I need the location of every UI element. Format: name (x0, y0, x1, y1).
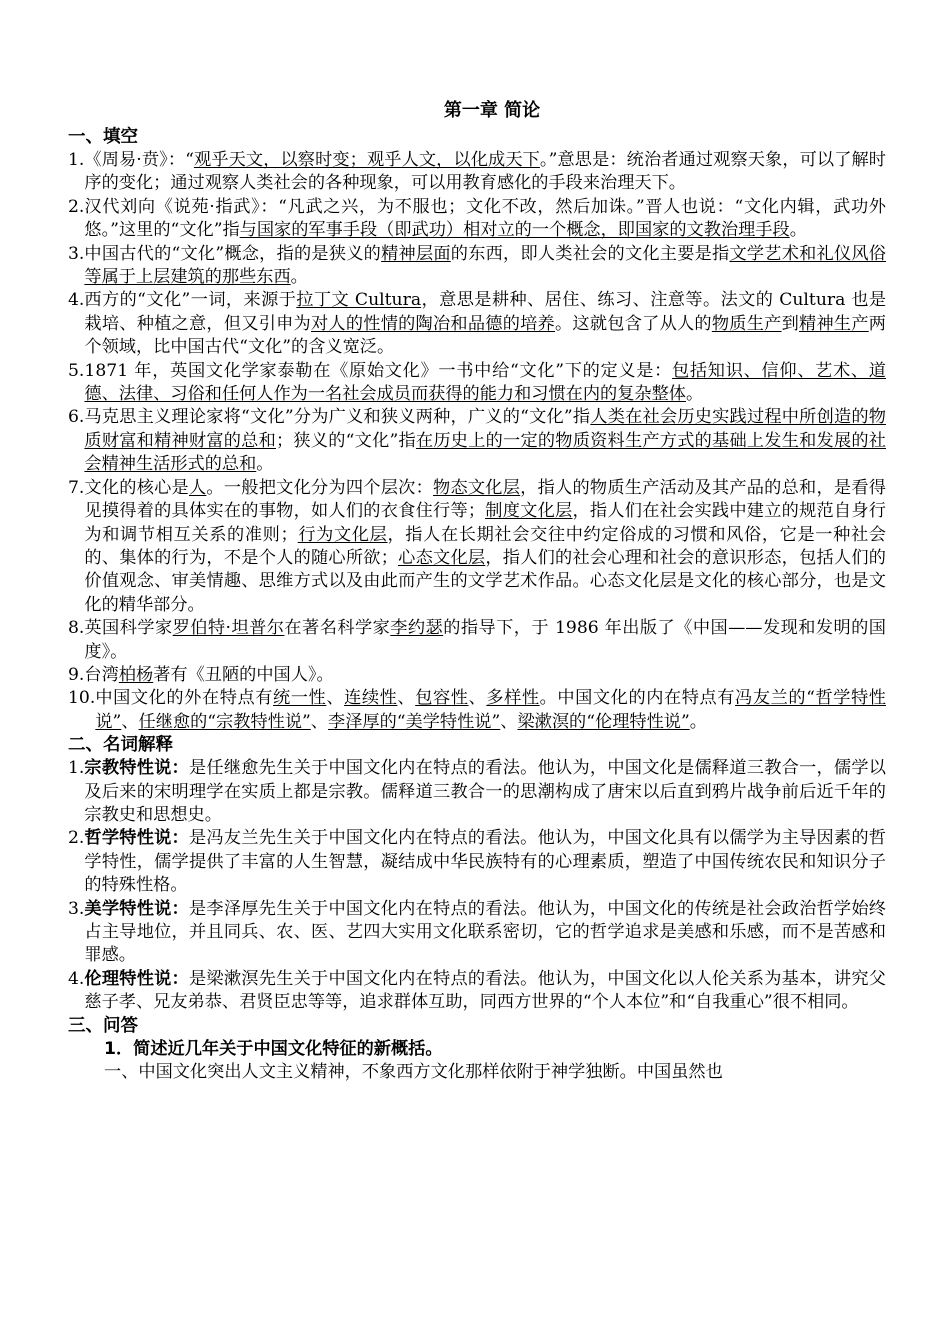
section-qa-heading: 三、问答 (68, 1015, 138, 1036)
fill-blank-item (68, 664, 886, 687)
fill-blank-item (68, 289, 886, 359)
item-text (84, 289, 886, 359)
item-text (84, 477, 886, 617)
text-segment: 西方的“文化”一词，来源于 (84, 290, 297, 311)
item-number: 7. (68, 477, 85, 498)
text-segment: 。中国文化的内在特点有 (539, 688, 736, 709)
page-title: 第一章 简论 (443, 100, 541, 121)
answer-blank: 柏杨 (118, 664, 154, 685)
item-text (84, 360, 886, 407)
answer-blank: 多样性 (486, 688, 540, 709)
item-number: 1. (68, 150, 85, 170)
item-number: 3. (68, 898, 85, 919)
term-name: 宗教特性说： (84, 758, 189, 779)
item-text (84, 617, 886, 664)
answer-blank: 冯友兰的“哲学特性说” (95, 688, 886, 732)
fill-blank-item (68, 149, 886, 196)
text-segment: 、 (397, 688, 416, 709)
fill-blank-item (68, 406, 886, 476)
answer-blank: 梁漱溟的“伦理特性说” (517, 711, 690, 732)
text-segment: ，指人的物质生产活动及其产品的总和，是看得见摸得着的具体实在的事物，如人们的衣食住行等； (84, 477, 886, 522)
item-text (84, 827, 886, 897)
text-segment: 。一般把文化分为四个层次： (206, 477, 434, 498)
text-segment: ，指人在长期社会交往中约定俗成的习惯和风俗，它是一种社会的、集体的行为，不是个人的随心所欲； (84, 524, 886, 568)
answer-blank: 精神层面 (381, 243, 451, 264)
answer-blank: 物质生产 (711, 313, 782, 334)
text-segment: 1871 年，英国文化学家泰勒在《原始文化》一书中给“文化”下的定义是： (84, 360, 673, 381)
term-name: 哲学特性说： (84, 828, 189, 849)
answer-blank: 精神生产 (799, 313, 869, 334)
text-segment: 、 (500, 711, 518, 732)
answer-blank: 李泽厚的“美学特性说” (328, 711, 501, 732)
question-1: 1．简述近几年关于中国文化特征的新概括。 (104, 1038, 443, 1059)
text-segment: 、 (326, 688, 345, 709)
fill-blank-item (68, 687, 886, 734)
text-segment: 的指导下，于 1986 年出版了《中国——发现和发明的国度》。 (84, 618, 886, 662)
item-number: 10. (68, 688, 96, 709)
answer-blank: 对人的性情的陶冶和品德的培养 (310, 313, 555, 334)
item-text (84, 757, 886, 827)
item-text (84, 968, 886, 1015)
term-item (68, 757, 886, 827)
answer-blank: 统一性 (273, 688, 327, 709)
section-fill-blank-heading: 一、填空 (68, 127, 138, 147)
answer-blank: 拉丁文 Cultura (296, 290, 422, 311)
item-number: 2. (68, 196, 85, 217)
answer-blank: 连续性 (344, 688, 398, 709)
answer-blank: 人 (188, 477, 207, 498)
item-text (95, 687, 886, 734)
text-segment: 。 (789, 220, 807, 241)
term-explanation-list (68, 757, 886, 1014)
fill-blank-item (68, 360, 886, 407)
answer-blank: 与国家的军事手段（即武功）相对立的一个概念，即国家的文教治理手段 (239, 220, 790, 241)
text-segment: 到 (781, 313, 800, 334)
item-number: 5. (68, 360, 85, 381)
answer-blank: 包括知识、信仰、艺术、道德、法律、习俗和任何人作为一名社会成员而获得的能力和习惯在内的复杂整体 (84, 360, 886, 405)
fill-blank-list (68, 149, 886, 734)
item-number: 4. (68, 968, 85, 989)
fill-blank-item (68, 477, 886, 617)
answer-blank: 李约瑟 (390, 618, 444, 639)
answer-blank: 包容性 (415, 688, 469, 709)
text-segment: ，指人们的社会心理和社会的意识形态，包括人们的价值观念、审美情趣、思维方式以及由此而产生的文学艺术作品。心态文化层是文化的核心部分，也是文化的精华部分。 (84, 547, 886, 615)
text-segment: 中国古代的“文化”概念，指的是狭义的 (84, 243, 382, 264)
text-segment: 英国科学家 (84, 618, 173, 639)
text-segment: 。 (685, 384, 704, 405)
item-number: 4. (68, 290, 85, 311)
text-segment: 。 (256, 454, 274, 475)
item-number: 3. (68, 243, 85, 264)
item-text (84, 149, 886, 196)
answer-blank: 物态文化层 (433, 477, 521, 498)
answer-blank: 心态文化层 (397, 547, 486, 568)
text-segment: 、 (121, 711, 139, 732)
item-text (84, 898, 886, 968)
answer-1-paragraph: 一、中国文化突出人文主义精神，不象西方文化那样依附于神学独断。中国虽然也 (104, 1062, 723, 1083)
text-segment: 在著名科学家 (284, 618, 391, 639)
term-definition: 是李泽厚先生关于中国文化内在特点的看法。他认为，中国文化的传统是社会政治哲学始终占主导地位，并且同兵、农、医、艺四大实用文化联系密切，它的哲学追求是美感和乐感，而不是苦感和罪感。 (84, 898, 886, 966)
item-text (84, 664, 886, 687)
term-name: 伦理特性说： (84, 968, 189, 989)
text-segment: 。这就包含了从人的 (555, 313, 712, 334)
text-segment: 。 (689, 711, 707, 732)
term-item (68, 827, 886, 897)
text-segment: 的东西，即人类社会的文化主要是指 (450, 243, 730, 264)
term-item (68, 898, 886, 968)
text-segment: 、 (468, 688, 487, 709)
item-text (84, 406, 886, 476)
answer-blank: 任继愈的“宗教特性说” (138, 711, 311, 732)
item-text (84, 243, 886, 290)
item-text (84, 196, 886, 243)
fill-blank-item (68, 617, 886, 664)
fill-blank-item (68, 243, 886, 290)
term-definition: 是冯友兰先生关于中国文化内在特点的看法。他认为，中国文化具有以儒学为主导因素的哲学特性，儒学提供了丰富的人生智慧，凝结成中华民族特有的心理素质，塑造了中国传统农民和知识分子的特殊性格。 (84, 828, 886, 896)
text-segment: 。”意思是：统治者通过观察天象，可以了解时序的变化；通过观察人类社会的各种现象，可以用教育感化的手段来治理天下。 (84, 150, 886, 194)
document-page (68, 98, 886, 1084)
item-number: 1. (68, 758, 85, 779)
text-segment: 马克思主义理论家将“文化”分为广义和狭义两种，广义的“文化”指 (84, 407, 591, 428)
text-segment: 。 (290, 267, 308, 288)
term-item (68, 968, 886, 1015)
text-segment: ，意思是耕种、居住、练习、注意等。法文的 Cultura 也是栽培、种植之意，但又引申为 (84, 290, 887, 334)
item-number: 8. (68, 618, 85, 639)
answer-blank: 文学艺术和礼仪风俗等属于上层建筑的那些东西 (84, 243, 886, 288)
text-segment: 两个领域，比中国古代“文化”的含义宽泛。 (84, 313, 886, 358)
answer-blank: 制度文化层 (485, 501, 573, 522)
text-segment: 文化的核心是 (84, 477, 189, 498)
text-segment: 《周易·贲》：“ (84, 150, 194, 170)
answer-blank: 罗伯特·坦普尔 (172, 618, 285, 639)
item-number: 2. (68, 828, 85, 849)
text-segment: 、 (310, 711, 328, 732)
text-segment: ，指人们在社会实践中建立的规范自身行为和调节相互关系的准则； (84, 501, 886, 545)
text-segment: 著有《丑陋的中国人》。 (153, 664, 334, 685)
text-segment: 台湾 (84, 664, 119, 685)
answer-blank: 行为文化层 (297, 524, 388, 545)
answer-blank: 观乎天文，以察时变；观乎人文，以化成天下 (193, 150, 540, 170)
item-number: 9. (68, 664, 85, 685)
term-definition: 是梁漱溟先生关于中国文化内在特点的看法。他认为，中国文化以人伦关系为基本，讲究父慈子孝、兄友弟恭、君贤臣忠等等，追求群体互助，同西方世界的“个人本位”和“自我重心”很不相同。 (84, 968, 886, 1013)
term-name: 美学特性说： (84, 898, 189, 919)
fill-blank-item (68, 196, 886, 243)
section-term-explanation-heading: 二、名词解释 (68, 735, 173, 756)
text-segment: ；狭义的“文化”指 (276, 430, 416, 451)
answer-blank: 人类在社会历史实践过程中所创造的物质财富和精神财富的总和 (84, 407, 886, 451)
item-number: 6. (68, 407, 85, 428)
text-segment: 汉代刘向《说苑·指武》：“凡武之兴，为不服也；文化不改，然后加诛。”晋人也说：“文化内辑，武功外悠。”这里的“文化”指 (84, 196, 886, 241)
text-segment: 中国文化的外在特点有 (95, 688, 274, 709)
answer-blank: 在历史上的一定的物质资料生产方式的基础上发生和发展的社会精神生活形式的总和 (84, 430, 886, 475)
term-definition: 是任继愈先生关于中国文化内在特点的看法。他认为，中国文化是儒释道三教合一，儒学以及后来的宋明理学在实质上都是宗教。儒释道三教合一的思潮构成了唐宋以后直到鸦片战争前后近千年的宗教史和思想史。 (84, 758, 886, 825)
